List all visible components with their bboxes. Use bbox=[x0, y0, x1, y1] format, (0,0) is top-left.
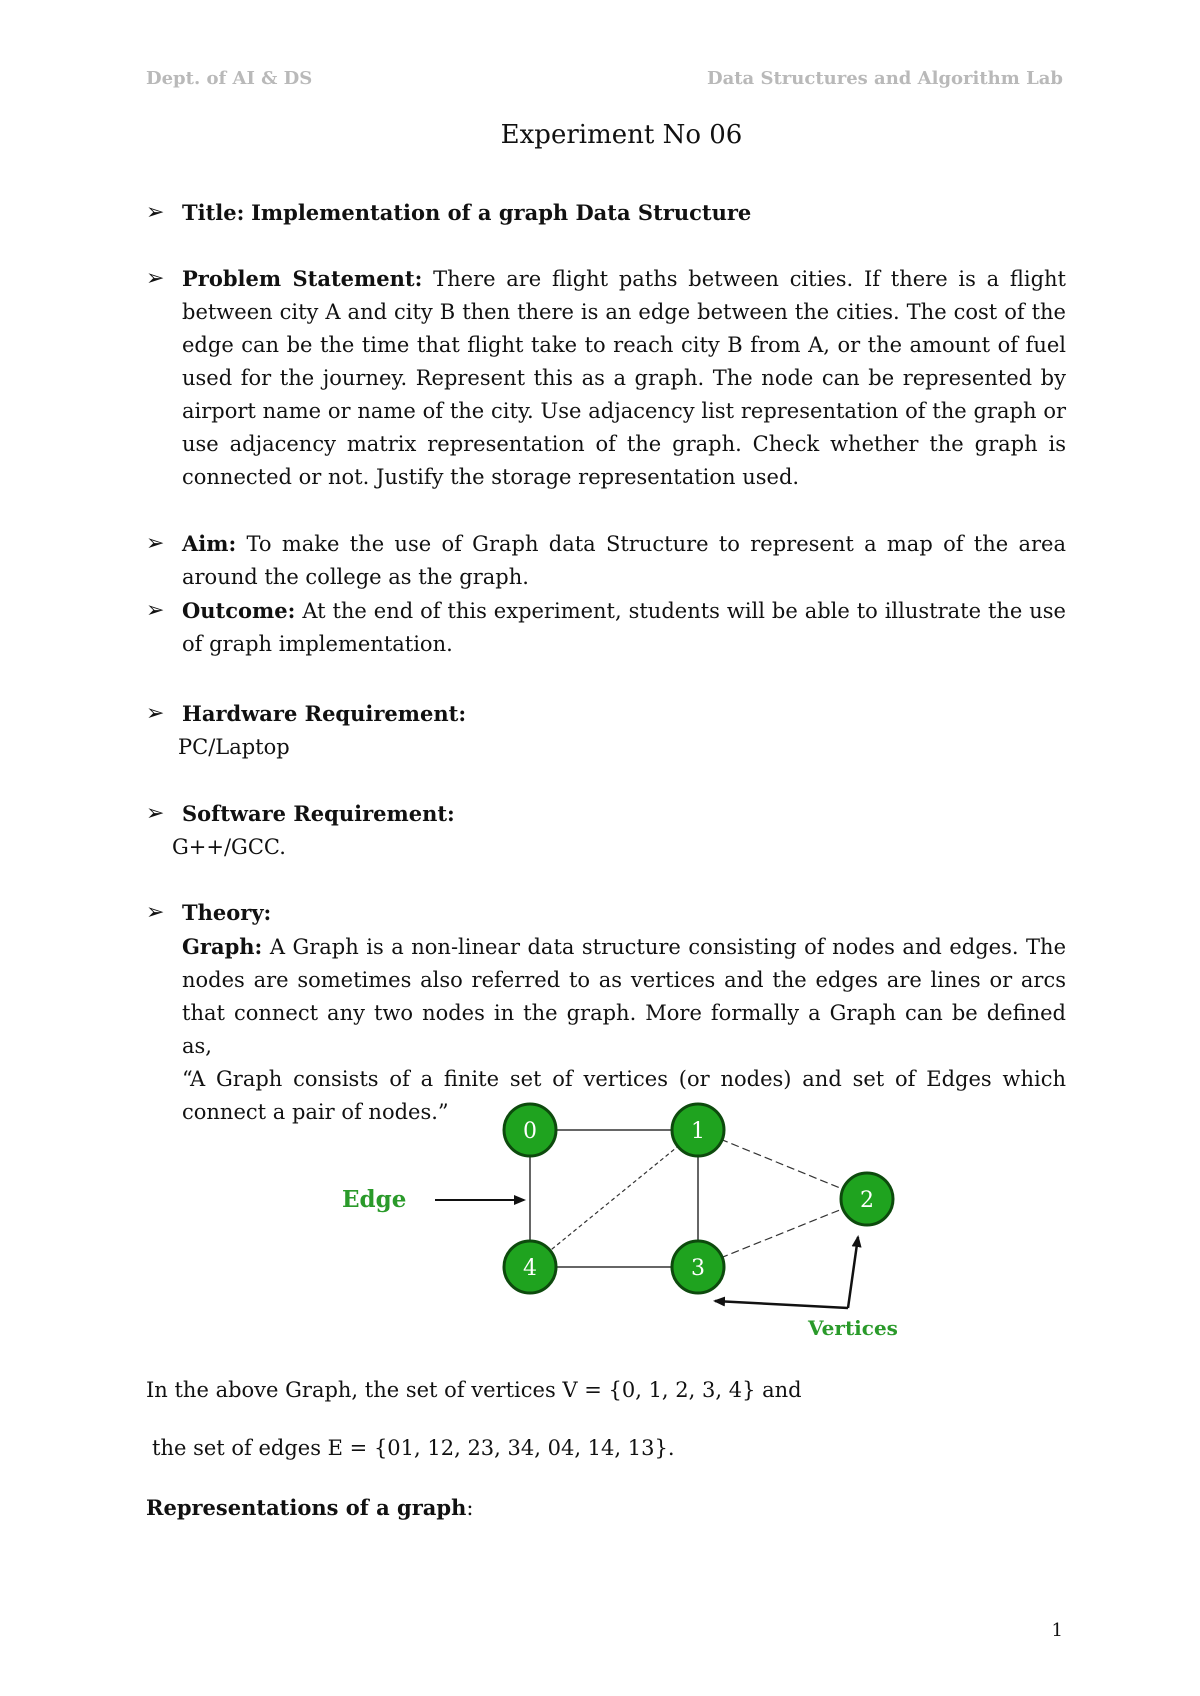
hardware-section bbox=[146, 697, 1066, 764]
vertices-label: Vertices bbox=[808, 1316, 898, 1340]
graph-label: Graph: bbox=[182, 934, 263, 959]
outcome-text: At the end of this experiment, students will be able to illustrate the use of graph implementation. bbox=[182, 599, 1066, 656]
svg-text:2: 2 bbox=[860, 1188, 874, 1213]
title-text: Implementation of a graph Data Structure bbox=[251, 200, 752, 225]
edge-4-1 bbox=[530, 1130, 698, 1267]
problem-section bbox=[146, 262, 1066, 494]
software-label: Software Requirement: bbox=[182, 801, 455, 826]
hardware-label: Hardware Requirement: bbox=[182, 701, 467, 726]
software-section bbox=[146, 797, 1066, 864]
aim-label: Aim: bbox=[182, 531, 237, 556]
page-number: 1 bbox=[1051, 1620, 1063, 1641]
bullet-arrow-icon: ➢ bbox=[146, 531, 165, 556]
bullet-arrow-icon: ➢ bbox=[146, 801, 165, 826]
vertex-3 bbox=[672, 1241, 724, 1293]
vertices-set-line: In the above Graph, the set of vertices V = {0, 1, 2, 3, 4} and bbox=[146, 1378, 802, 1402]
bullet-arrow-icon: ➢ bbox=[146, 701, 165, 726]
theory-label: Theory: bbox=[182, 900, 272, 925]
bullet-arrow-icon: ➢ bbox=[146, 900, 165, 925]
bullet-arrow-icon: ➢ bbox=[146, 200, 165, 225]
outcome-section bbox=[146, 594, 1066, 661]
svg-text:4: 4 bbox=[523, 1256, 537, 1281]
graph-figure bbox=[330, 1095, 950, 1340]
problem-label: Problem Statement: bbox=[182, 266, 423, 291]
title-section bbox=[146, 196, 1066, 230]
vertices-pointer-arrow-2 bbox=[715, 1301, 848, 1308]
representations-heading: Representations of a graph: bbox=[146, 1495, 474, 1520]
graph-quote: “A Graph consists of a finite set of vertices (or nodes) and set of Edges which connect a pair of nodes.” bbox=[182, 1067, 1066, 1124]
experiment-title: Experiment No 06 bbox=[500, 120, 743, 150]
vertex-0 bbox=[504, 1104, 556, 1156]
vertex-2 bbox=[841, 1173, 893, 1225]
edge-label: Edge bbox=[342, 1186, 407, 1213]
svg-text:0: 0 bbox=[523, 1119, 537, 1144]
header-dept: Dept. of AI & DS bbox=[146, 68, 313, 89]
edges-set-line: the set of edges E = {01, 12, 23, 34, 04, 14, 13}. bbox=[152, 1436, 675, 1460]
problem-text: There are flight paths between cities. If there is a flight between city A and city B then there is an edge between the cities. The cost of the edge can be the time that flight take to reach city B from A, or the amount of fuel used for the journey. Represent this as a graph. The node can be represented by airport name or name of the city. Use adjacency list representation of the graph or use adjacency matrix representation of the graph. Check whether the graph is connected or not. Justify the storage representation used. bbox=[182, 267, 1067, 489]
vertex-1 bbox=[672, 1104, 724, 1156]
graph-definition: A Graph is a non-linear data structure consisting of nodes and edges. The nodes are sometimes also referred to as vertices and the edges are lines or arcs that connect any two nodes in the graph. More formally a Graph can be defined as, bbox=[182, 935, 1066, 1058]
bullet-arrow-icon: ➢ bbox=[146, 266, 165, 291]
vertex-4 bbox=[504, 1241, 556, 1293]
vertices-pointer-arrow bbox=[848, 1237, 858, 1308]
aim-section bbox=[146, 527, 1066, 594]
header-lab-name: Data Structures and Algorithm Lab bbox=[706, 68, 1063, 89]
outcome-label: Outcome: bbox=[182, 598, 296, 623]
svg-text:3: 3 bbox=[691, 1256, 705, 1281]
hardware-value: PC/Laptop bbox=[178, 735, 290, 759]
software-value: G++/GCC. bbox=[172, 835, 286, 859]
bullet-arrow-icon: ➢ bbox=[146, 598, 165, 623]
title-label: Title: bbox=[182, 200, 245, 225]
svg-text:1: 1 bbox=[691, 1119, 705, 1144]
aim-text: To make the use of Graph data Structure to represent a map of the area around the college as the graph. bbox=[182, 532, 1066, 589]
